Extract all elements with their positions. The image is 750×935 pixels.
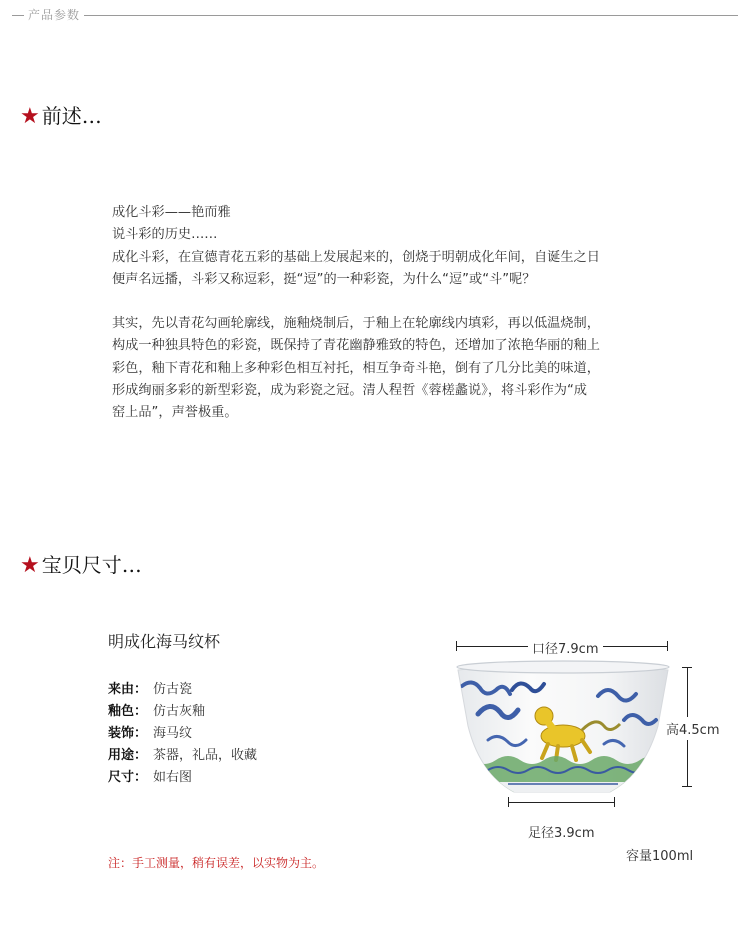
intro-line: 成化斗彩，在宣德青花五彩的基础上发展起来的，创烧于明朝成化年间，自诞生之日: [112, 249, 600, 265]
mouth-diameter-label: 口径7.9cm: [528, 638, 603, 657]
spec-value: 海马纹: [153, 726, 193, 741]
measurement-note: 注：手工测量，稍有误差，以实物为主。: [108, 856, 325, 870]
intro-line: 说斗彩的历史……: [112, 227, 218, 243]
mouth-dim-tick-right: [667, 641, 668, 651]
intro-line: 窑上品”，声誉极重。: [112, 405, 238, 421]
foot-diameter-label: 足径3.9cm: [528, 822, 595, 841]
intro-text: [112, 202, 672, 425]
spec-value: 仿古瓷: [153, 682, 193, 697]
intro-line: 成化斗彩——艳而雅: [112, 205, 231, 220]
spec-row: [108, 701, 257, 723]
product-title: 明成化海马纹杯: [108, 632, 221, 651]
cup-rim: [457, 661, 669, 673]
intro-line: 便声名远播，斗彩又称逗彩，挺“逗”的一种彩瓷，为什么“逗”或“斗”呢？: [112, 271, 536, 287]
spec-key: 用途：: [108, 748, 148, 763]
capacity-label: 容量100ml: [626, 845, 693, 864]
spec-value: 仿古灰釉: [153, 704, 206, 719]
spec-key: 装饰：: [108, 726, 148, 741]
height-label: 高4.5cm: [666, 717, 720, 740]
star-icon: ★: [20, 104, 40, 129]
intro-heading: [20, 103, 102, 130]
yellow-horse-decoration: [548, 722, 554, 730]
header-label: 产品参数: [24, 6, 84, 24]
height-dim-tick-bottom: [682, 786, 692, 787]
cup-image: [448, 656, 678, 806]
star-icon: ★: [20, 553, 40, 578]
paragraph-gap: [112, 291, 672, 313]
spec-key: 尺寸：: [108, 770, 148, 785]
size-heading-text: 宝贝尺寸…: [41, 553, 142, 577]
intro-line: 彩色，釉下青花和釉上多种彩色相互衬托，相互争奇斗艳，倒有了几分比美的味道，: [112, 360, 600, 376]
intro-line: 形成绚丽多彩的新型彩瓷，成为彩瓷之冠。清人程哲《蓉槎蠡说》，将斗彩作为“成: [112, 383, 587, 399]
spec-row: [108, 745, 257, 767]
header-rule: [12, 15, 738, 16]
intro-line: 构成一种独具特色的彩瓷，既保持了青花幽静雅致的特色，还增加了浓艳华丽的釉上: [112, 338, 600, 354]
green-wave-band: [448, 756, 678, 806]
size-heading: [20, 552, 142, 579]
intro-heading-text: 前述…: [41, 104, 102, 128]
cup-foot-band: [448, 782, 678, 802]
spec-row: [108, 767, 257, 789]
spec-key: 釉色：: [108, 704, 148, 719]
spec-key: 来由：: [108, 682, 148, 697]
spec-list: [108, 679, 257, 789]
spec-value: 如右图: [153, 770, 193, 785]
spec-row: [108, 679, 257, 701]
intro-line: 其实，先以青花勾画轮廓线，施釉烧制后，于釉上在轮廓线内填彩，再以低温烧制，: [112, 316, 600, 332]
spec-value: 茶器，礼品，收藏: [153, 748, 258, 763]
spec-row: [108, 723, 257, 745]
